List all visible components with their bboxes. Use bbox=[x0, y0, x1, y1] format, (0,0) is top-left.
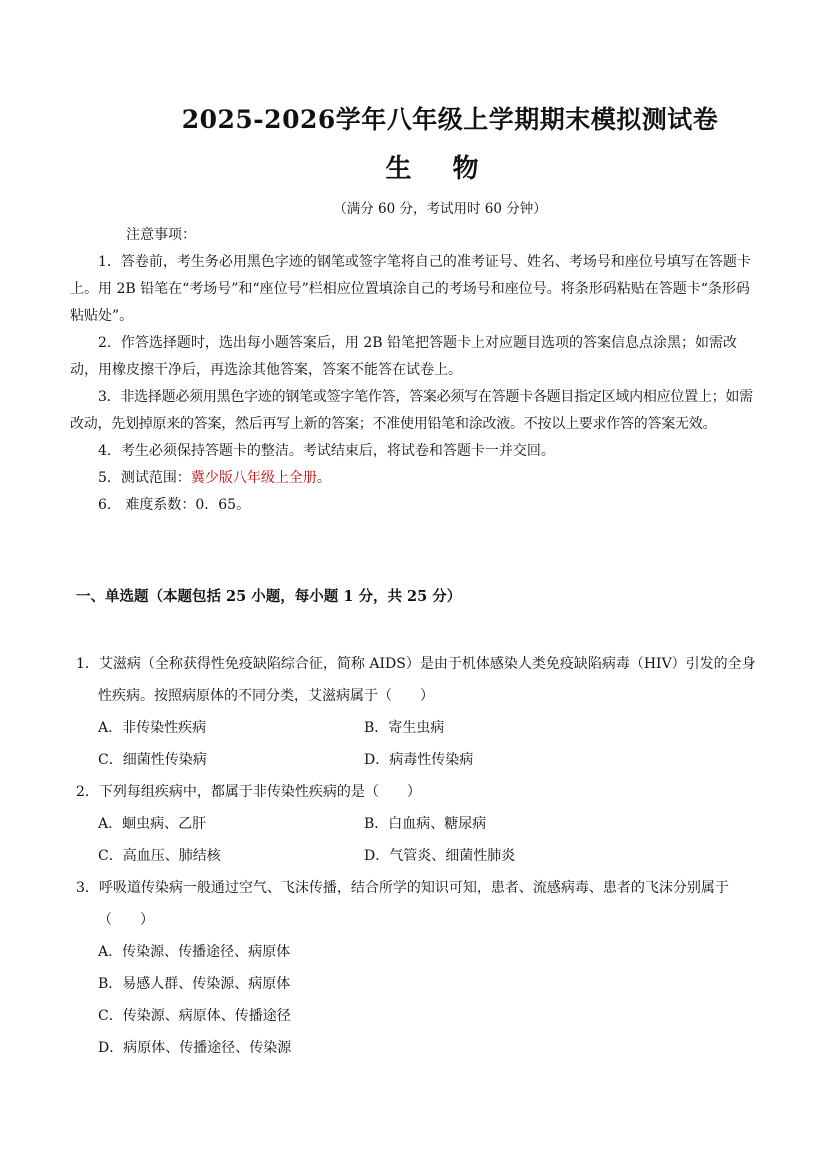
instructions-block bbox=[70, 222, 758, 519]
instruction-item-5-prefix: 5．测试范围： bbox=[98, 470, 191, 486]
question-stem: 艾滋病（全称获得性免疫缺陷综合征，简称 AIDS）是由于机体感染人类免疫缺陷病毒（HIV）引发的全身性疾病。按照病原体的不同分类，艾滋病属于（ ） bbox=[98, 656, 756, 704]
instruction-item-1: 1．答卷前，考生务必用黑色字迹的钢笔或签字笔将自己的准考证号、姓名、考场号和座位号填写在答题卡上。用 2B 铅笔在“考场号”和“座位号”栏相应位置填涂自己的考场号和座位号。将条形码粘贴在答题卡“条形码粘贴处”。 bbox=[70, 254, 751, 324]
question-1 bbox=[76, 648, 766, 776]
instructions-heading: 注意事项： bbox=[126, 227, 196, 243]
question-text bbox=[76, 648, 766, 712]
question-number: 3． bbox=[76, 880, 99, 896]
question-number: 2． bbox=[76, 784, 99, 800]
question-text bbox=[76, 872, 766, 936]
option-a: A．蛔虫病、乙肝 bbox=[98, 816, 207, 832]
question-list bbox=[76, 648, 766, 1064]
option-a: A．非传染性疾病 bbox=[98, 720, 207, 736]
question-stem: 下列每组疾病中，都属于非传染性疾病的是（ ） bbox=[98, 784, 421, 800]
exam-title: 2025-2026学年八年级上学期期末模拟测试卷 bbox=[181, 105, 719, 134]
test-scope-highlight: 冀少版八年级上全册 bbox=[190, 470, 317, 486]
score-time-line: （满分 60 分，考试用时 60 分钟） bbox=[333, 201, 547, 217]
instruction-item-5-suffix: 。 bbox=[316, 470, 331, 486]
question-3 bbox=[76, 872, 766, 1064]
option-b: B．寄生虫病 bbox=[364, 720, 445, 736]
subject-title: 生 物 bbox=[385, 154, 495, 184]
question-stem: 呼吸道传染病一般通过空气、飞沫传播，结合所学的知识可知，患者、流感病毒、患者的飞沫分别属于（ ） bbox=[98, 880, 729, 928]
option-b: B．易感人群、传染源、病原体 bbox=[98, 976, 291, 992]
section-heading: 一、单选题（本题包括 25 小题，每小题 1 分，共 25 分） bbox=[76, 588, 462, 605]
option-grid bbox=[98, 712, 766, 776]
question-number: 1． bbox=[76, 656, 99, 672]
option-c: C．传染源、病原体、传播途径 bbox=[98, 1008, 291, 1024]
option-grid bbox=[98, 808, 766, 872]
option-d: D．病原体、传播途径、传染源 bbox=[98, 1040, 292, 1056]
option-c: C．细菌性传染病 bbox=[98, 752, 207, 768]
question-2 bbox=[76, 776, 766, 872]
option-c: C．高血压、肺结核 bbox=[98, 848, 221, 864]
instruction-item-6: 6． 难度系数：0．65。 bbox=[98, 497, 251, 513]
option-b: B．白血病、糖尿病 bbox=[364, 816, 487, 832]
option-d: D．气管炎、细菌性肺炎 bbox=[364, 848, 516, 864]
instruction-item-3: 3．非选择题必须用黑色字迹的钢笔或签字笔作答，答案必须写在答题卡各题目指定区域内相应位置上；如需改动，先划掉原来的答案，然后再写上新的答案；不准使用铅笔和涂改液。不按以上要求作答的答案无效。 bbox=[70, 389, 753, 432]
instruction-item-2: 2．作答选择题时，选出每小题答案后，用 2B 铅笔把答题卡上对应题目选项的答案信息点涂黑；如需改动，用橡皮擦干净后，再选涂其他答案，答案不能答在试卷上。 bbox=[70, 335, 738, 378]
question-text bbox=[76, 776, 766, 808]
option-a: A．传染源、传播途径、病原体 bbox=[98, 944, 291, 960]
option-d: D．病毒性传染病 bbox=[364, 752, 474, 768]
instruction-item-4: 4．考生必须保持答题卡的整洁。考试结束后，将试卷和答题卡一并交回。 bbox=[98, 443, 555, 459]
instruction-item-5 bbox=[70, 465, 758, 492]
